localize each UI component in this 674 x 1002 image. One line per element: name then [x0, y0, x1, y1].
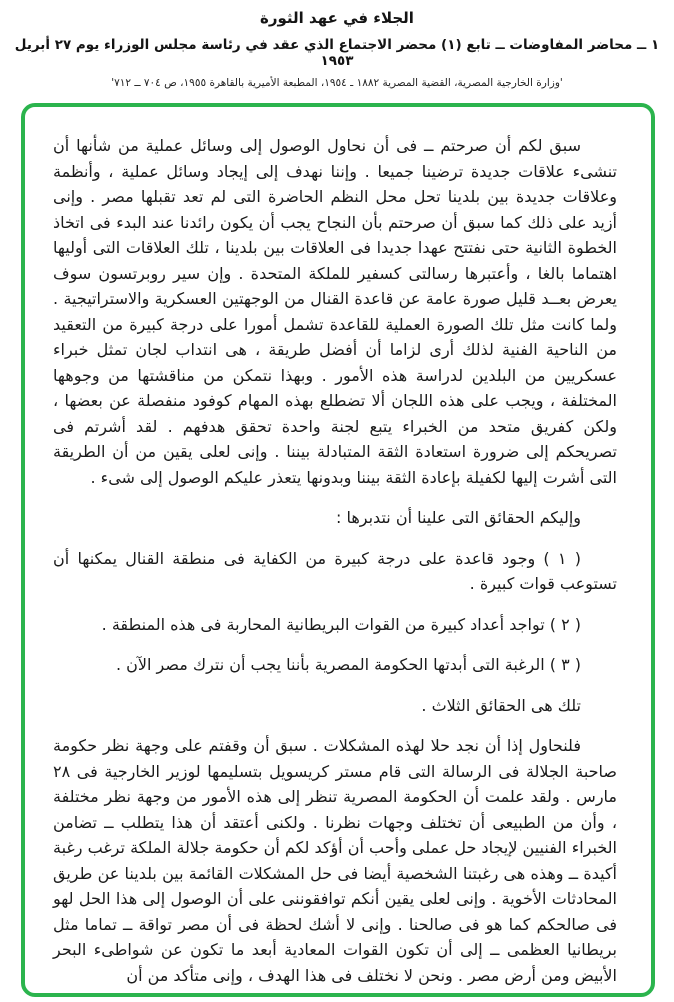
document-title: الجلاء في عهد الثورة — [260, 9, 414, 27]
paragraph-opening-statement: سبق لكم أن صرحتم ــ فى أن نحاول الوصول إلى وسائل عملية من شأنها أن تنشىء علاقات جديدة ترضينا جميعا . وإننا نهدف إلى إيجاد وسائل عملية ، وأنظمة وعلاقات جديدة بين بلدينا تحل محل النظم الحاضرة التى لم تعد تقبلها مصر . وإنى أزيد على ذلك كما سبق أن صرحتم بأن النجاح يجب أن يكون رائدنا عند البدء فى اتخاذ الخطوة الثانية حتى نفتتح عهدا جديدا فى العلاقات بين بلدينا ، تلك العلاقات التى أوليها اهتماما بالغا ، وأعتبرها رسالتى كسفير للملكة المتحدة . وإن سير روبرتسون سوف يعرض بعــد قليل صورة عامة عن قاعدة القنال من الوجهتين العسكرية والاستراتيجية . ولما كانت مثل تلك الصورة العملية للقاعدة تشمل أمورا على درجة كبيرة من التعقيد من الناحية الفنية لذلك أرى لزاما أن أفضل طريقة ، هى انتداب لجان تمثل خبراء عسكريين من البلدين لدراسة هذه الأمور . وبهذا نتمكن من مناقشتها من وجوهها المختلفة ، ويجب على هذه اللجان ألا تضطلع بهذه المهام كوفود منفصلة عن بعضها ، ولكن كفريق متحد من الخبراء يتبع لجنة واحدة تحقق هدفهم . لقد أشرتم فى تصريحكم إلى ضرورة استعادة الثقة المتبادلة بيننا . وإنى لعلى يقين من أن الطريقة التى أشرت إليها لكفيلة بإعادة الثقة بيننا وبدونها يتعذر عليكم الوصول إلى شىء . — [53, 136, 617, 487]
fact-item-3: ( ٣ ) الرغبة التى أبدتها الحكومة المصرية بأننا يجب أن نترك مصر الآن . — [115, 655, 581, 674]
document-subtitle: ١ ــ محاضر المفاوضات ــ تابع (١) محضر الاجتماع الذي عقد في رئاسة مجلس الوزراء يوم ٢٧ أبريل ١٩٥٣ — [14, 37, 660, 69]
document-header — [0, 0, 674, 89]
green-highlight-frame — [21, 103, 655, 997]
paragraph-closing-statement: فلنحاول إذا أن نجد حلا لهذه المشكلات . سبق أن وقفتم على وجهة نظر حكومة صاحبة الجلالة فى الرسالة التى قام مستر كريسويل بتسليمها لوزير الخارجية فى ٢٨ مارس . ولقد علمت أن الحكومة المصرية تنظر إلى هذه الأمور من وجهة نظر مختلفة ، وأن من الطبيعى أن تختلف وجهات نظرنا . ولكنى أعتقد أن هذا يتطلب ــ تضامن الخبراء الفنيين لإيجاد حل عملى وأحب أن أؤكد لكم أن حكومة جلالة الملكة ترغب رغبة أكيدة ــ وهذه هى رغبتنا الشخصية أيضا فى حل المشكلات القائمة بين بلدينا عن طريق المحادثات الأخوية . وإنى لعلى يقين أنكم توافقوننى على أن الوصول إلى هذا الحل لهو فى صالحكم كما هو فى صالحنا . وإنى لا أشك لحظة فى أن مصر تواقة ــ تماما مثل بريطانيا العظمى ــ إلى أن تكون القوات المعادية أبعد ما تكون عن شواطىء البحر الأبيض ومن أرض مصر . ونحن لا نختلف فى هذا الهدف ، وإنى متأكد من أن — [53, 736, 617, 985]
fact-item-2: ( ٢ ) تواجد أعداد كبيرة من القوات البريطانية المحاربة فى هذه المنطقة . — [101, 614, 581, 634]
document-body — [53, 133, 617, 988]
paragraph-facts-intro: وإليكم الحقائق التى علينا أن نتدبرها : — [335, 508, 581, 527]
fact-item-1: ( ١ ) وجود قاعدة على درجة كبيرة من الكفاية فى منطقة القنال يمكنها أن تستوعب قوات كبيرة . — [53, 548, 617, 593]
paragraph-facts-summary: تلك هى الحقائق الثلاث . — [421, 695, 581, 715]
document-source-citation: 'وزارة الخارجية المصرية، القضية المصرية ١٨٨٢ ـ ١٩٥٤، المطبعة الأميرية بالقاهرة ١٩٥٥، ص ٧٠٤ ــ ٧١٢' — [111, 77, 563, 89]
